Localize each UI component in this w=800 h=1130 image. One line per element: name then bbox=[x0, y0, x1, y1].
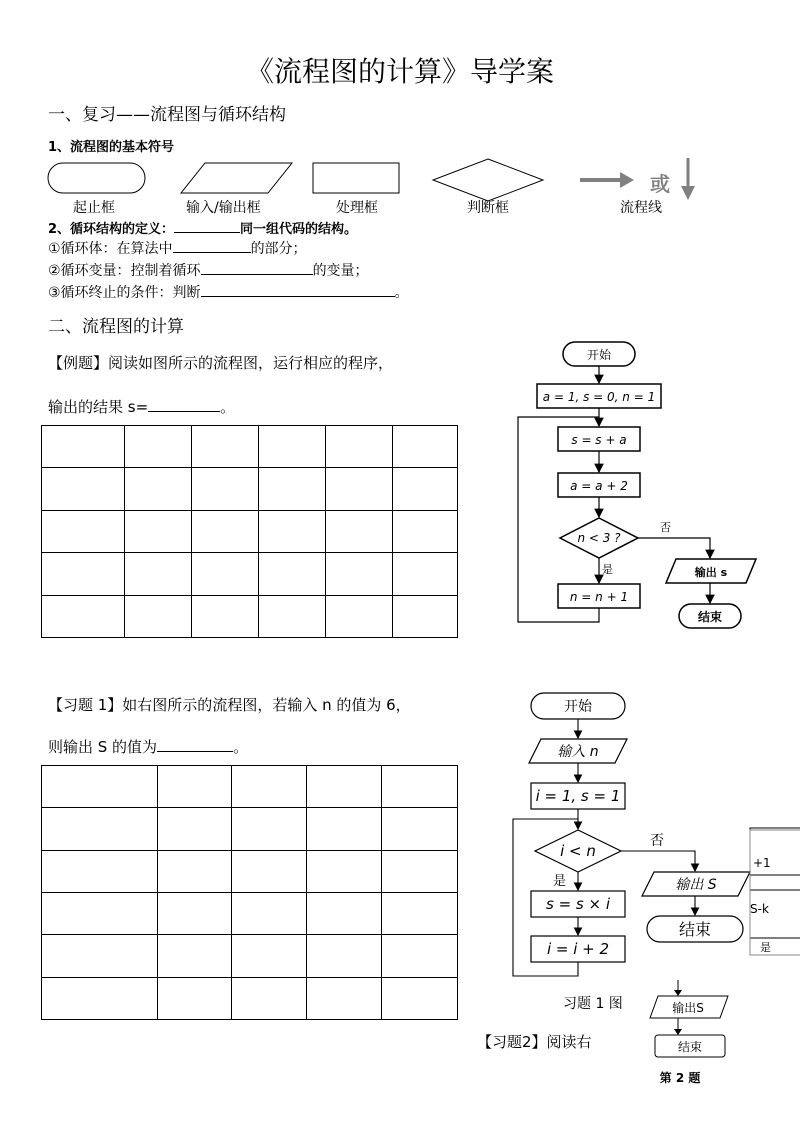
process-label: 处理框 bbox=[336, 200, 378, 216]
exercise1-line2 bbox=[48, 736, 248, 757]
fc3-sk-text: S-k bbox=[750, 902, 769, 916]
fc2-cond-text: i < n bbox=[560, 842, 596, 860]
table-row bbox=[42, 553, 458, 595]
line3-pre: ③循环终止的条件：判断 bbox=[48, 285, 201, 301]
flowchart-symbols bbox=[0, 150, 800, 220]
start-end-label: 起止框 bbox=[73, 200, 115, 216]
fc3-caption: 第 2 题 bbox=[659, 1071, 701, 1085]
sub2-pre: 2、循环结构的定义： bbox=[48, 222, 175, 237]
table-row bbox=[42, 808, 458, 850]
table-row bbox=[42, 892, 458, 934]
table-row bbox=[42, 766, 458, 808]
exercise1-line1: 【习题 1】如右图所示的流程图，若输入 n 的值为 6， bbox=[48, 696, 411, 714]
exercise2-text: 【习题2】阅读右 bbox=[477, 1033, 592, 1051]
blank-3 bbox=[201, 260, 313, 275]
table-row bbox=[42, 426, 458, 468]
loop-end-line bbox=[48, 282, 409, 302]
fc1-inc-text: n = n + 1 bbox=[569, 590, 629, 604]
example-grid-table bbox=[41, 425, 458, 638]
table-row bbox=[42, 468, 458, 510]
blank-1 bbox=[174, 218, 240, 233]
loop-variable-line bbox=[48, 260, 369, 280]
fc2-init-text: i = 1, s = 1 bbox=[535, 787, 621, 805]
page-title: 《流程图的计算》导学案 bbox=[245, 55, 554, 88]
fc1-no-label: 否 bbox=[660, 521, 671, 534]
fc1-start-text: 开始 bbox=[586, 348, 612, 362]
fc2-output-text: 输出 S bbox=[675, 877, 717, 893]
fc1-yes-label: 是 bbox=[602, 563, 613, 576]
blank-4 bbox=[201, 282, 395, 297]
down-arrow-icon bbox=[681, 186, 695, 200]
fc3-plus1-text: +1 bbox=[753, 856, 771, 870]
example-line2-post: 。 bbox=[220, 398, 236, 416]
example-flowchart bbox=[510, 335, 770, 630]
right-arrow-icon bbox=[620, 172, 634, 188]
exercise2-flowchart bbox=[640, 820, 800, 1120]
line2-pre: ②循环变量：控制着循环 bbox=[48, 263, 201, 279]
decision-symbol bbox=[433, 159, 543, 201]
table-row bbox=[42, 977, 458, 1019]
fc3-end-text: 结束 bbox=[677, 1040, 703, 1054]
table-row bbox=[42, 595, 458, 637]
process-symbol bbox=[313, 163, 399, 193]
fc1-step1-text: s = s + a bbox=[571, 433, 627, 447]
section1-sub2 bbox=[48, 218, 357, 237]
table-row bbox=[42, 850, 458, 892]
fc1-output-text: 输出 s bbox=[694, 566, 728, 579]
exercise1-line2-pre: 则输出 S 的值为 bbox=[48, 738, 158, 756]
section2-heading: 二、流程图的计算 bbox=[48, 317, 184, 337]
fc2-start-text: 开始 bbox=[564, 699, 592, 715]
exercise1-grid-table bbox=[41, 765, 458, 1020]
fc1-cond-text: n < 3 ? bbox=[577, 531, 621, 545]
flowline-label: 流程线 bbox=[620, 200, 662, 216]
fc1-init-text: a = 1, s = 0, n = 1 bbox=[542, 390, 656, 404]
or-label: 或 bbox=[650, 172, 670, 196]
example-line1: 【例题】阅读如图所示的流程图，运行相应的程序， bbox=[48, 354, 394, 372]
fc2-input-text: 输入 n bbox=[557, 744, 599, 760]
fc1-end-text: 结束 bbox=[697, 610, 723, 624]
io-symbol bbox=[181, 163, 292, 193]
section1-heading: 一、复习——流程图与循环结构 bbox=[48, 105, 286, 125]
line1-pre: ①循环体：在算法中 bbox=[48, 241, 173, 257]
exercise1-line2-post: 。 bbox=[233, 738, 249, 756]
fc2-no-label: 否 bbox=[650, 833, 664, 849]
blank-5 bbox=[148, 397, 220, 412]
table-row bbox=[42, 935, 458, 977]
line3-post: 。 bbox=[394, 285, 409, 301]
fc3-yes-label: 是 bbox=[760, 941, 771, 954]
fc2-step1-text: s = s × i bbox=[545, 895, 611, 913]
sub2-post: 同一组代码的结构。 bbox=[240, 222, 358, 237]
exercise1-caption: 习题 1 图 bbox=[563, 996, 623, 1012]
loop-body-line bbox=[48, 238, 307, 258]
example-line2 bbox=[48, 396, 235, 417]
fc2-end-text: 结束 bbox=[678, 920, 712, 939]
start-end-symbol bbox=[48, 163, 145, 193]
fc2-step2-text: i = i + 2 bbox=[546, 940, 610, 958]
blank-2 bbox=[173, 238, 251, 253]
table-row bbox=[42, 510, 458, 552]
blank-6 bbox=[157, 737, 233, 752]
line2-post: 的变量； bbox=[312, 263, 369, 279]
fc1-step2-text: a = a + 2 bbox=[570, 479, 628, 493]
decision-label: 判断框 bbox=[467, 200, 509, 216]
section1-sub1: 1、流程图的基本符号 bbox=[48, 140, 175, 155]
example-line2-pre: 输出的结果 s= bbox=[48, 398, 149, 416]
fc3-output-text: 输出S bbox=[672, 1001, 704, 1015]
line1-post: 的部分； bbox=[250, 241, 307, 257]
fc2-yes-label: 是 bbox=[553, 874, 567, 889]
io-label: 输入/输出框 bbox=[186, 200, 261, 216]
